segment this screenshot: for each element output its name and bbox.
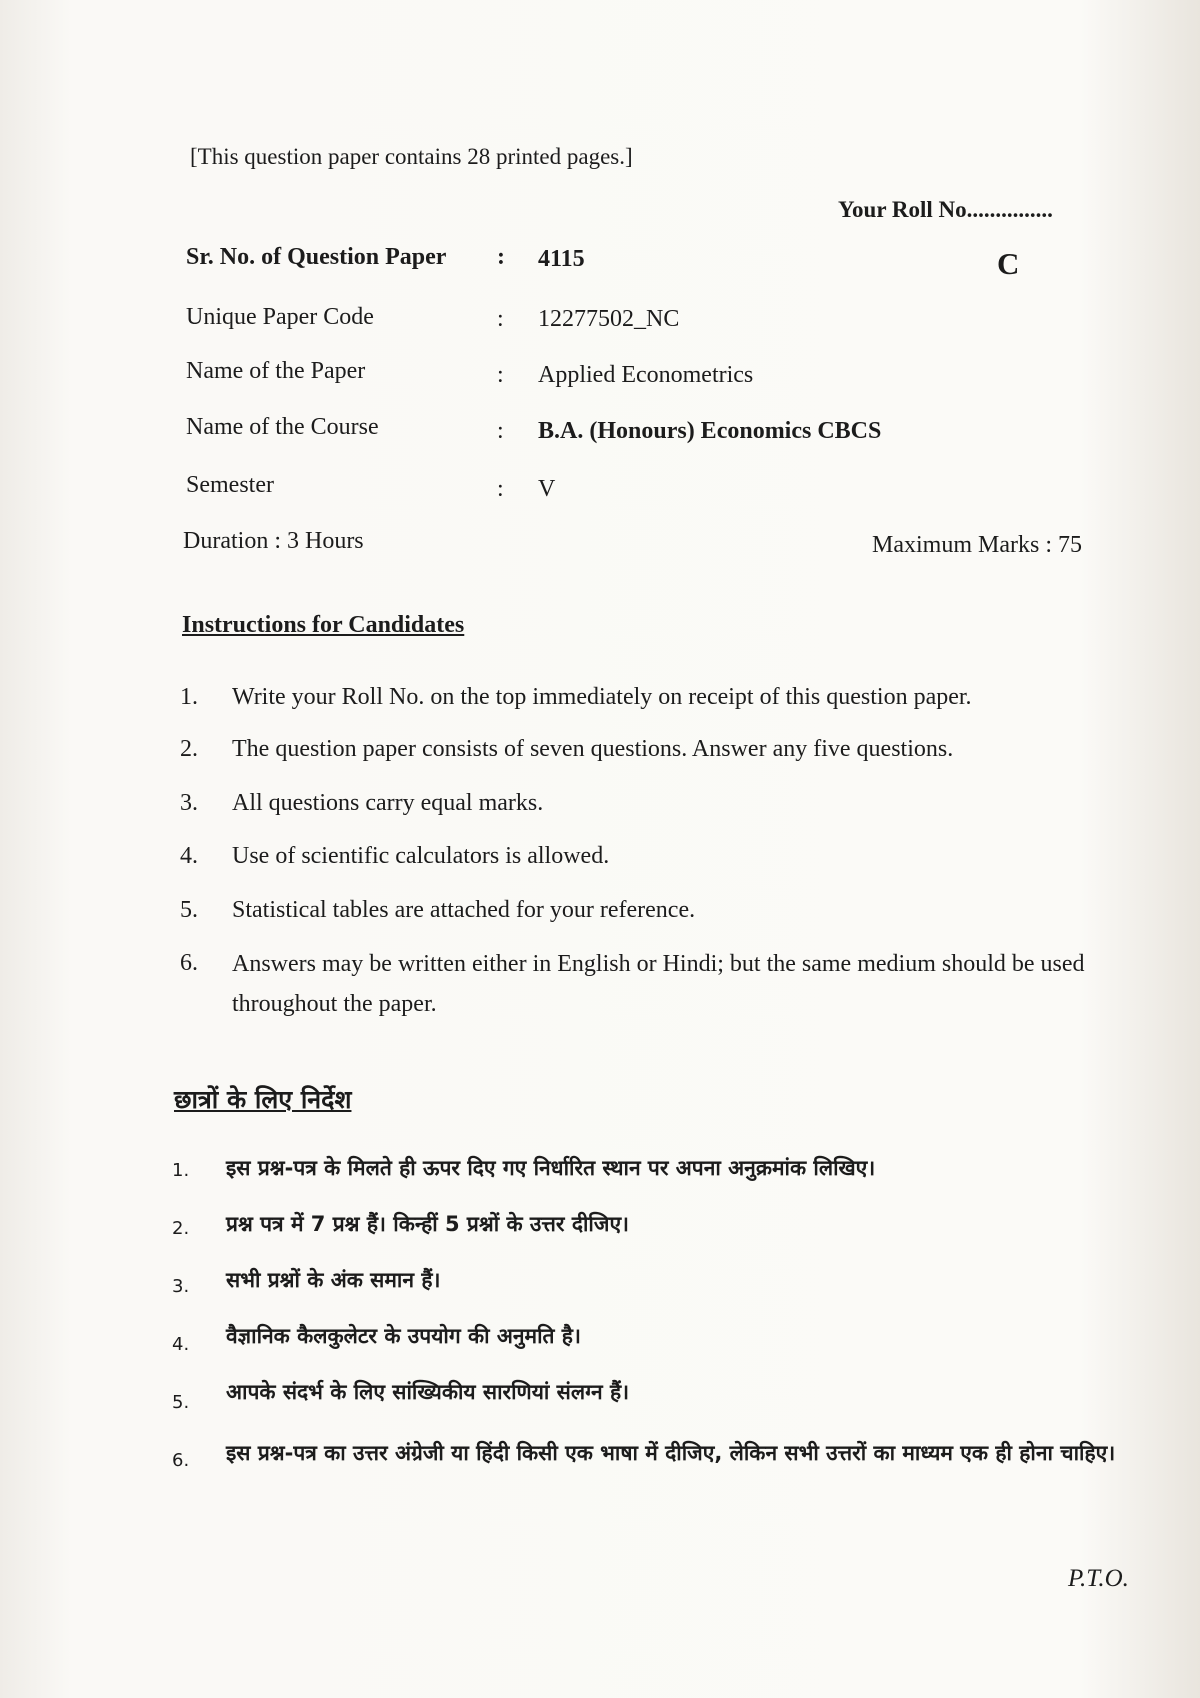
duration: Duration : 3 Hours [183, 528, 364, 554]
meta-label-semester: Semester [186, 472, 274, 498]
instruction-number-hindi: 1. [172, 1160, 190, 1181]
instruction-text-hindi: सभी प्रश्नों के अंक समान हैं। [226, 1268, 441, 1292]
please-turn-over: P.T.O. [1068, 1565, 1129, 1592]
instruction-number-hindi: 4. [172, 1334, 190, 1355]
meta-value-sr-no: 4115 [538, 246, 585, 272]
paper-set-letter: C [997, 246, 1020, 281]
instruction-text: Write your Roll No. on the top immediately on receipt of this question paper. [232, 684, 972, 710]
meta-colon: : [497, 418, 504, 444]
instruction-text-hindi: इस प्रश्न-पत्र का उत्तर अंग्रेजी या हिंदी किसी एक भाषा में दीजिए, लेकिन सभी उत्तरों का माध्यम एक ही होना चाहिए। [226, 1441, 1116, 1465]
meta-colon: : [497, 476, 504, 502]
instruction-text-hindi: आपके संदर्भ के लिए सांख्यिकीय सारणियां संलग्न हैं। [226, 1380, 630, 1404]
instruction-number: 5. [180, 897, 198, 923]
instruction-number: 6. [180, 950, 198, 976]
instruction-text: Answers may be written either in English or Hindi; but the same medium should be used throughout the paper. [232, 951, 1085, 1017]
meta-label-sr-no: Sr. No. of Question Paper [186, 244, 447, 270]
meta-value-course-name: B.A. (Honours) Economics CBCS [538, 418, 882, 444]
instruction-text: Statistical tables are attached for your reference. [232, 897, 696, 923]
meta-value-paper-name: Applied Econometrics [538, 362, 754, 388]
page-count-note: [This question paper contains 28 printed pages.] [190, 144, 633, 169]
instruction-number: 4. [180, 843, 198, 869]
instruction-text-hindi: इस प्रश्न-पत्र के मिलते ही ऊपर दिए गए निर्धारित स्थान पर अपना अनुक्रमांक लिखिए। [226, 1156, 876, 1180]
roll-number-field: Your Roll No............... [838, 197, 1053, 222]
instruction-number-hindi: 3. [172, 1276, 190, 1297]
instruction-number: 1. [180, 684, 198, 710]
instruction-text: All questions carry equal marks. [232, 790, 544, 816]
meta-colon: : [497, 362, 504, 388]
meta-value-paper-code: 12277502_NC [538, 306, 680, 332]
meta-label-course-name: Name of the Course [186, 414, 379, 440]
instructions-heading-english: Instructions for Candidates [182, 612, 465, 638]
instruction-number-hindi: 6. [172, 1450, 190, 1471]
instruction-text-hindi: प्रश्न पत्र में 7 प्रश्न हैं। किन्हीं 5 प्रश्नों के उत्तर दीजिए। [226, 1212, 630, 1236]
meta-label-paper-name: Name of the Paper [186, 358, 366, 384]
meta-colon: : [497, 244, 505, 270]
meta-label-paper-code: Unique Paper Code [186, 304, 374, 330]
instruction-number: 3. [180, 790, 198, 816]
meta-colon: : [497, 306, 504, 332]
meta-value-semester: V [538, 476, 556, 502]
instruction-text: The question paper consists of seven questions. Answer any five questions. [232, 736, 954, 762]
instruction-number-hindi: 5. [172, 1392, 190, 1413]
instruction-text: Use of scientific calculators is allowed. [232, 843, 610, 869]
maximum-marks: Maximum Marks : 75 [872, 532, 1082, 558]
instruction-number-hindi: 2. [172, 1218, 190, 1239]
instructions-heading-hindi: छात्रों के लिए निर्देश [174, 1085, 352, 1114]
instruction-number: 2. [180, 736, 198, 762]
instruction-text-hindi: वैज्ञानिक कैलकुलेटर के उपयोग की अनुमति है। [226, 1324, 581, 1348]
